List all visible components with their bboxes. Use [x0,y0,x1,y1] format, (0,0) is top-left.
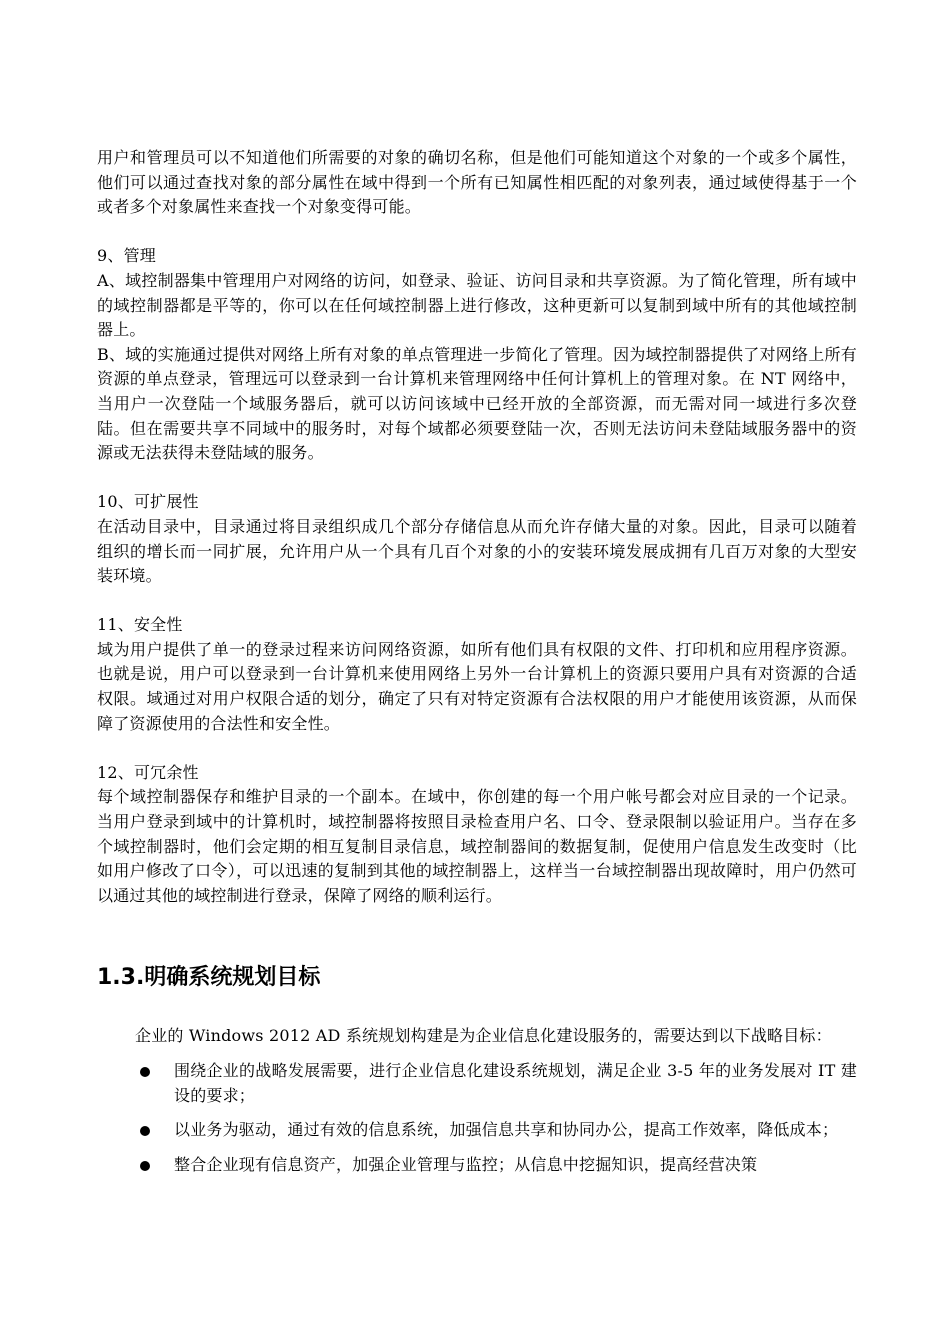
spacer [97,1049,857,1059]
section-11-paragraph: 域为用户提供了单一的登录过程来访问网络资源，如所有他们具有权限的文件、打印机和应用程序资源。也就是说，用户可以登录到一台计算机来使用网络上另外一台计算机上的资源只要用户具有对资源的合适权限。域通过对用户权限合适的划分，确定了只有对特定资源有合法权限的用户才能使用该资源，从而保障了资源使用的合法性和安全性。 [97,639,857,733]
spacer [97,736,857,761]
section-9-paragraph-b: B、域的实施通过提供对网络上所有对象的单点管理进一步简化了管理。因为域控制器提供了对网络上所有资源的单点登录，管理远可以登录到一台计算机来管理网络中任何计算机上的管理对象。在 NT 网络中，当用户一次登陆一个域服务器后，就可以访问该域中已经开放的全部资源，而无需对同一域进行多次登陆。但在需要共享不同域中的服务时，对每个域都必须要登陆一次，否则无法访问未登陆域服务器中的资源或无法获得未登陆域的服务。 [97,344,857,463]
section-heading-1-3: 1.3.明确系统规划目标 [97,965,321,991]
spacer [97,908,857,963]
list-item [97,1118,857,1143]
section-9-paragraph-a: A、域控制器集中管理用户对网络的访问，如登录、验证、访问目录和共享资源。为了简化管理，所有域中的域控制器都是平等的，你可以在任何域控制器上进行修改，这种更新可以复制到域中所有的其他域控制器上。 [97,270,857,340]
goals-list [97,1059,857,1177]
list-item-text: 围绕企业的战略发展需要，进行企业信息化建设系统规划，满足企业 3-5 年的业务发展对 IT 建设的要求； [174,1061,857,1105]
spacer [97,466,857,491]
spacer [97,589,857,614]
document-page [97,146,857,1187]
section-12-paragraph: 每个域控制器保存和维护目录的一个副本。在域中，你创建的每一个用户帐号都会对应目录的一个记录。当用户登录到域中的计算机时，域控制器将按照目录检查用户名、口令、登录限制以验证用户。当存在多个域控制器时，他们会定期的相互复制目录信息，域控制器间的数据复制，促使用户信息发生改变时（比如用户修改了口令），可以迅速的复制到其他的域控制器上，这样当一台域控制器出现故障时，用户仍然可以通过其他的域控制进行登录，保障了网络的顺利运行。 [97,787,857,905]
list-item [97,1059,857,1108]
goals-intro-paragraph: 企业的 Windows 2012 AD 系统规划构建是为企业信息化建设服务的，需要达到以下战略目标： [135,1026,832,1046]
bullet-icon [140,1161,150,1171]
intro-paragraph: 用户和管理员可以不知道他们所需要的对象的确切名称，但是他们可能知道这个对象的一个或多个属性，他们可以通过查找对象的部分属性在域中得到一个所有已知属性相匹配的对象列表，通过域使得基于一个或者多个对象属性来查找一个对象变得可能。 [97,148,857,217]
spacer [97,220,857,245]
spacer [97,993,857,1024]
section-11-title: 11、安全性 [97,615,183,635]
list-item-text: 整合企业现有信息资产，加强企业管理与监控；从信息中挖掘知识，提高经营决策 [174,1154,758,1174]
list-item-text: 以业务为驱动，通过有效的信息系统，加强信息共享和协同办公，提高工作效率，降低成本； [174,1120,839,1140]
section-9-title: 9、管理 [97,246,156,266]
bullet-icon [140,1067,150,1077]
section-12-title: 12、可冗余性 [97,762,199,782]
list-item [97,1153,857,1178]
section-10-title: 10、可扩展性 [97,492,199,512]
section-10-paragraph: 在活动目录中，目录通过将目录组织成几个部分存储信息从而允许存储大量的对象。因此，目录可以随着组织的增长而一同扩展，允许用户从一个具有几百个对象的小的安装环境发展成拥有几百万对象的大型安装环境。 [97,516,857,586]
bullet-icon [140,1126,150,1136]
